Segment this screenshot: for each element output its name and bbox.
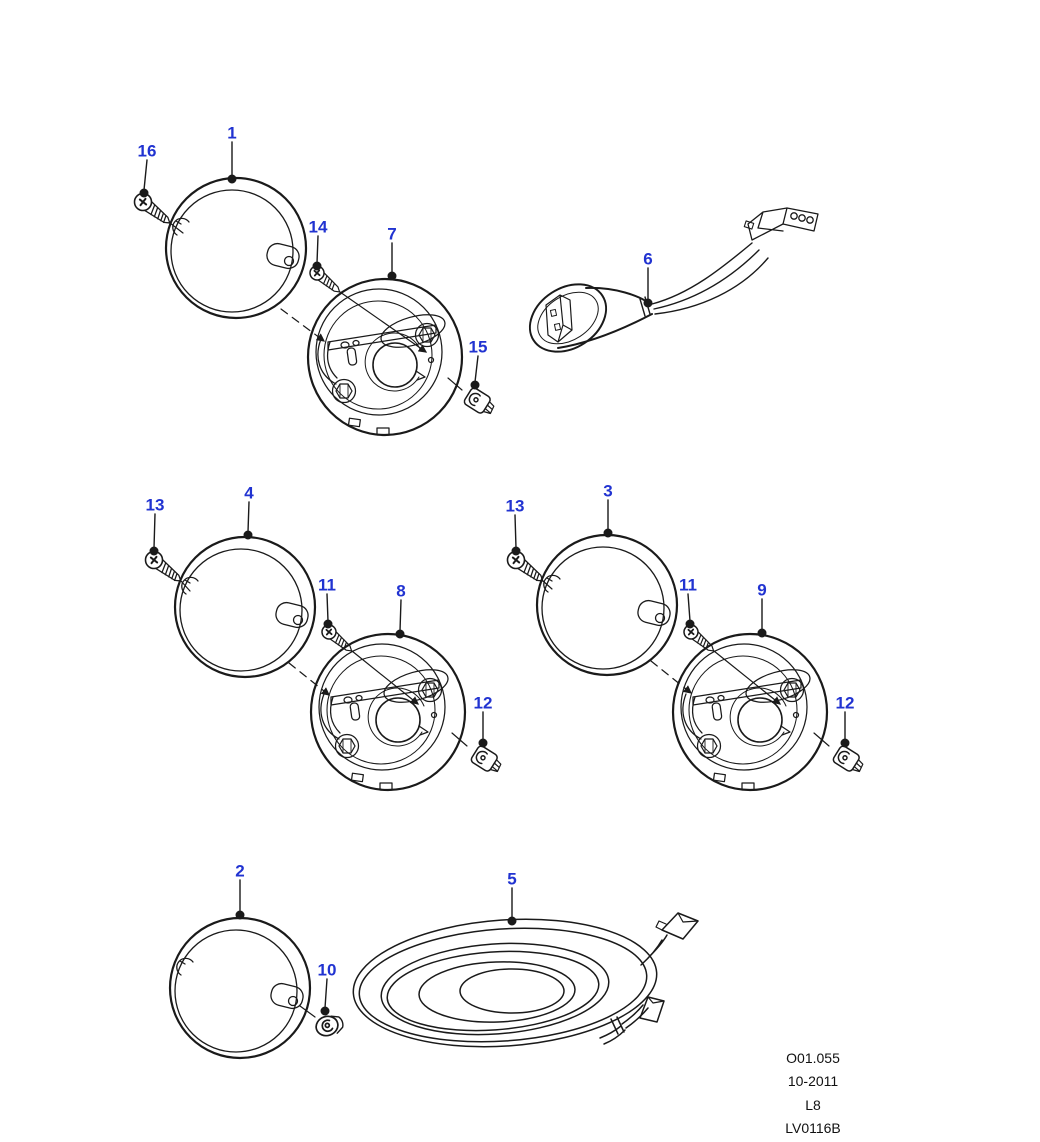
lamp-body-7 [308,279,462,435]
callout-4: 4 [244,483,254,503]
screw-11-left [319,622,356,656]
callout-11-right: 11 [679,575,697,595]
callout-16: 16 [137,141,157,161]
callout-14: 14 [308,217,328,237]
callout-1: 1 [227,123,237,143]
callout-2: 2 [235,861,245,881]
callout-5: 5 [507,869,517,889]
callout-12-right: 12 [835,693,855,713]
lens-2 [170,918,310,1058]
sheet-code: L8 [805,1096,821,1113]
screw-11-right [681,622,718,656]
clip-15 [463,387,498,418]
section-code: O01.055 [786,1050,840,1066]
plate-info-block [743,1047,883,1141]
callout-8: 8 [396,581,406,601]
callout-6: 6 [643,249,653,269]
drawing-number: LV0116B [785,1120,841,1137]
callout-13-right: 13 [505,496,525,516]
lens-4 [175,537,315,677]
connector-6 [744,208,818,240]
clip-12-left [470,745,505,776]
callout-9: 9 [757,580,767,600]
callout-13-left: 13 [145,495,165,515]
callout-7: 7 [387,224,397,244]
lamp-body-8 [311,634,465,790]
screw-16 [131,190,175,230]
callout-15: 15 [468,337,488,357]
callout-3: 3 [603,481,613,501]
clip-12-right [832,745,867,776]
callout-10: 10 [317,960,337,980]
lens-3 [537,535,677,675]
callout-leader-lines [137,141,849,1015]
callout-12-left: 12 [473,693,493,713]
screw-14 [307,263,344,297]
harness-5 [349,910,698,1057]
assembly-guide-lines [170,223,829,1017]
lens-1 [166,178,306,318]
nut-10 [314,1012,346,1039]
lamp-body-9 [673,634,827,790]
date-code: 10-2011 [787,1073,839,1090]
callout-11-left: 11 [318,575,336,595]
